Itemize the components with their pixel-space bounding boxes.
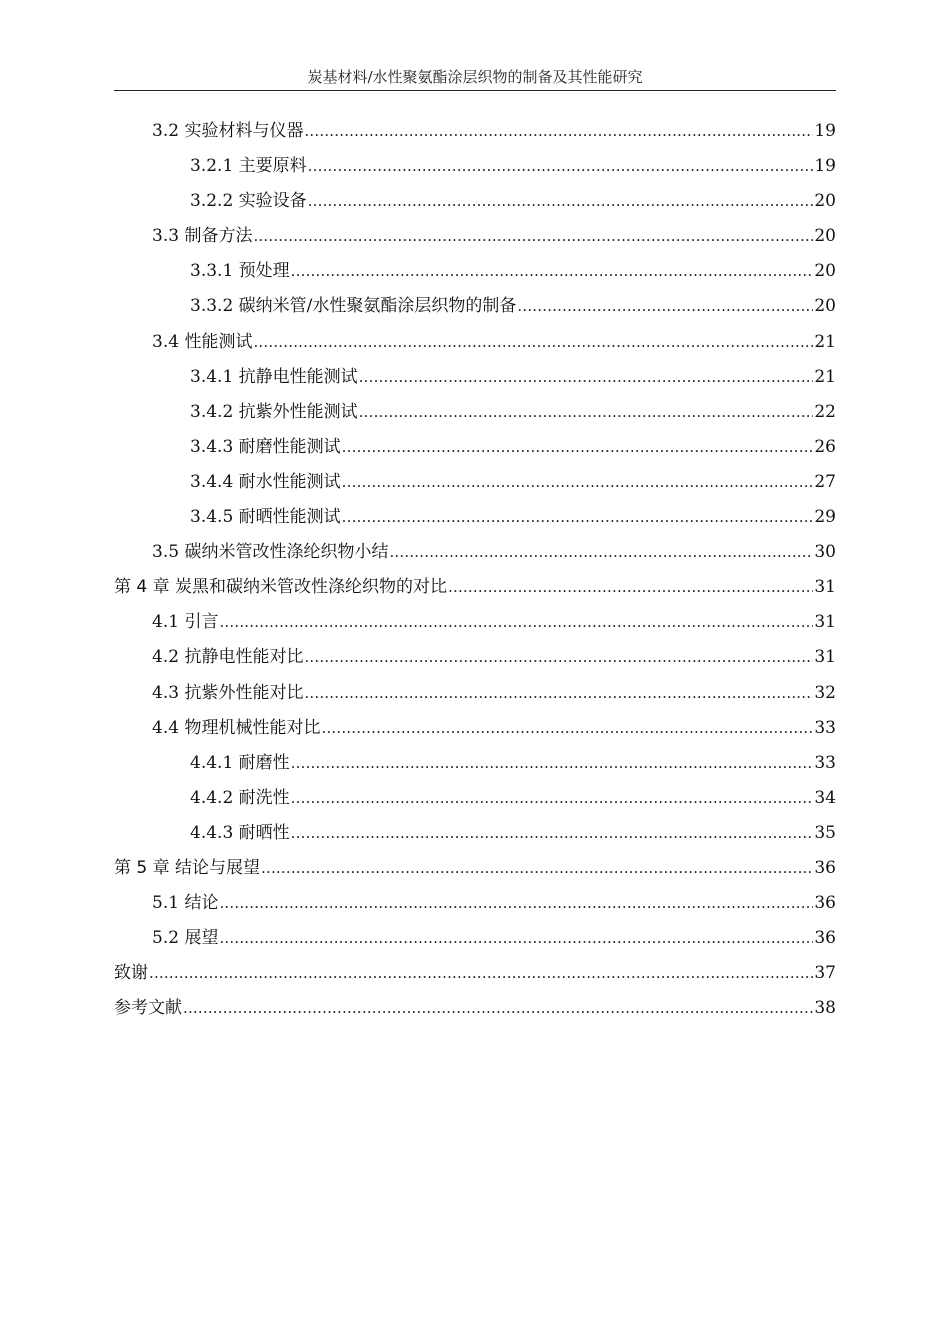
toc-entry-5-2[interactable] <box>114 921 836 956</box>
toc-entry-3-2-2[interactable] <box>114 184 836 219</box>
toc-page-number: 36 <box>814 928 836 949</box>
toc-page-number: 19 <box>814 121 836 141</box>
toc-entry-title: 5.1 结论 <box>152 893 219 914</box>
toc-page-number: 27 <box>814 471 836 492</box>
toc-page-number: 31 <box>814 647 836 668</box>
toc-dot-leader <box>183 991 813 1026</box>
toc-entry-acknowledgements[interactable] <box>114 956 836 991</box>
toc-entry-title: 致谢 <box>114 963 148 984</box>
toc-entry-title: 4.3 抗紫外性能对比 <box>152 682 304 703</box>
toc-entry-4-2[interactable] <box>114 640 836 675</box>
toc-entry-title: 3.3 制备方法 <box>152 226 253 247</box>
toc-dot-leader <box>308 149 814 184</box>
toc-entry-3-2[interactable] <box>114 114 836 149</box>
toc-page-number: 36 <box>814 857 836 878</box>
toc-entry-3-4[interactable] <box>114 325 836 360</box>
toc-dot-leader <box>291 746 814 781</box>
toc-entry-3-4-4[interactable] <box>114 465 836 500</box>
toc-dot-leader <box>219 605 813 640</box>
toc-page-number: 35 <box>814 822 836 843</box>
toc-page-number: 38 <box>814 998 836 1019</box>
toc-dot-leader <box>291 781 814 816</box>
toc-entry-chapter-5[interactable] <box>114 851 836 886</box>
toc-entry-title: 3.4.2 抗紫外性能测试 <box>190 401 358 422</box>
toc-entry-title: 第 5 章 结论与展望 <box>114 857 261 878</box>
toc-entry-title: 3.2.1 主要原料 <box>190 156 307 177</box>
toc-entry-title: 第 4 章 炭黑和碳纳米管改性涤纶织物的对比 <box>114 577 448 598</box>
table-of-contents <box>114 114 836 1026</box>
toc-page-number: 20 <box>814 191 836 212</box>
toc-dot-leader <box>359 360 814 395</box>
toc-page-number: 33 <box>814 717 836 738</box>
toc-entry-4-4-2[interactable] <box>114 781 836 816</box>
toc-dot-leader <box>304 114 813 149</box>
toc-page-number: 32 <box>814 682 836 703</box>
toc-dot-leader <box>342 430 814 465</box>
toc-entry-references[interactable] <box>114 991 836 1026</box>
toc-entry-title: 4.4.1 耐磨性 <box>190 752 290 773</box>
toc-page-number: 34 <box>814 787 836 808</box>
toc-entry-title: 4.1 引言 <box>152 612 219 633</box>
toc-entry-title: 4.4.2 耐洗性 <box>190 787 290 808</box>
toc-page-number: 37 <box>814 963 836 984</box>
toc-page-number: 20 <box>814 261 836 282</box>
toc-page-number: 30 <box>814 542 836 563</box>
toc-entry-title: 3.3.1 预处理 <box>190 261 290 282</box>
toc-entry-title: 3.4.1 抗静电性能测试 <box>190 366 358 387</box>
toc-page-number: 26 <box>814 436 836 457</box>
toc-dot-leader <box>219 886 813 921</box>
toc-entry-title: 3.2 实验材料与仪器 <box>152 121 304 141</box>
toc-dot-leader <box>304 676 813 711</box>
toc-dot-leader <box>253 325 813 360</box>
toc-entry-3-4-5[interactable] <box>114 500 836 535</box>
toc-page-number: 31 <box>814 577 836 598</box>
toc-page-number: 33 <box>814 752 836 773</box>
toc-dot-leader <box>389 535 813 570</box>
toc-entry-3-4-2[interactable] <box>114 395 836 430</box>
toc-entry-chapter-4[interactable] <box>114 570 836 605</box>
toc-entry-4-3[interactable] <box>114 676 836 711</box>
toc-entry-title: 4.4.3 耐晒性 <box>190 822 290 843</box>
toc-entry-title: 3.2.2 实验设备 <box>190 191 307 212</box>
toc-dot-leader <box>261 851 813 886</box>
toc-entry-title: 3.4.4 耐水性能测试 <box>190 471 341 492</box>
toc-entry-title: 4.4 物理机械性能对比 <box>152 717 321 738</box>
toc-dot-leader <box>308 184 814 219</box>
toc-entry-4-4[interactable] <box>114 711 836 746</box>
toc-entry-title: 3.4.5 耐晒性能测试 <box>190 507 341 528</box>
toc-page-number: 20 <box>814 296 836 317</box>
running-header <box>114 66 836 91</box>
toc-page-number: 20 <box>814 226 836 247</box>
toc-dot-leader <box>448 570 813 605</box>
toc-entry-3-3-2[interactable] <box>114 289 836 324</box>
toc-entry-title: 5.2 展望 <box>152 928 219 949</box>
toc-dot-leader <box>342 465 814 500</box>
toc-page-number: 22 <box>814 401 836 422</box>
toc-entry-4-4-1[interactable] <box>114 746 836 781</box>
toc-entry-3-2-1[interactable] <box>114 149 836 184</box>
toc-dot-leader <box>253 219 813 254</box>
toc-dot-leader <box>149 956 813 991</box>
toc-entry-4-4-3[interactable] <box>114 816 836 851</box>
toc-dot-leader <box>359 395 814 430</box>
toc-entry-5-1[interactable] <box>114 886 836 921</box>
toc-entry-title: 4.2 抗静电性能对比 <box>152 647 304 668</box>
toc-entry-title: 3.5 碳纳米管改性涤纶织物小结 <box>152 542 389 563</box>
toc-entry-3-3[interactable] <box>114 219 836 254</box>
toc-page-number: 31 <box>814 612 836 633</box>
toc-dot-leader <box>291 254 814 289</box>
toc-entry-3-5[interactable] <box>114 535 836 570</box>
toc-dot-leader <box>517 289 813 324</box>
toc-dot-leader <box>304 640 813 675</box>
toc-entry-title: 3.3.2 碳纳米管/水性聚氨酯涂层织物的制备 <box>190 296 517 317</box>
toc-page-number: 29 <box>814 507 836 528</box>
toc-dot-leader <box>291 816 814 851</box>
toc-entry-3-4-3[interactable] <box>114 430 836 465</box>
toc-page-number: 21 <box>814 331 836 352</box>
toc-page-number: 19 <box>814 156 836 177</box>
toc-page-number: 36 <box>814 893 836 914</box>
toc-dot-leader <box>219 921 813 956</box>
toc-entry-title: 3.4 性能测试 <box>152 331 253 352</box>
toc-entry-title: 参考文献 <box>114 998 182 1019</box>
toc-entry-3-3-1[interactable] <box>114 254 836 289</box>
toc-dot-leader <box>321 711 813 746</box>
toc-page-number: 21 <box>814 366 836 387</box>
toc-entry-4-1[interactable] <box>114 605 836 640</box>
header-title: 炭基材料/水性聚氨酯涂层织物的制备及其性能研究 <box>307 68 643 86</box>
toc-entry-3-4-1[interactable] <box>114 360 836 395</box>
toc-entry-title: 3.4.3 耐磨性能测试 <box>190 436 341 457</box>
toc-dot-leader <box>342 500 814 535</box>
